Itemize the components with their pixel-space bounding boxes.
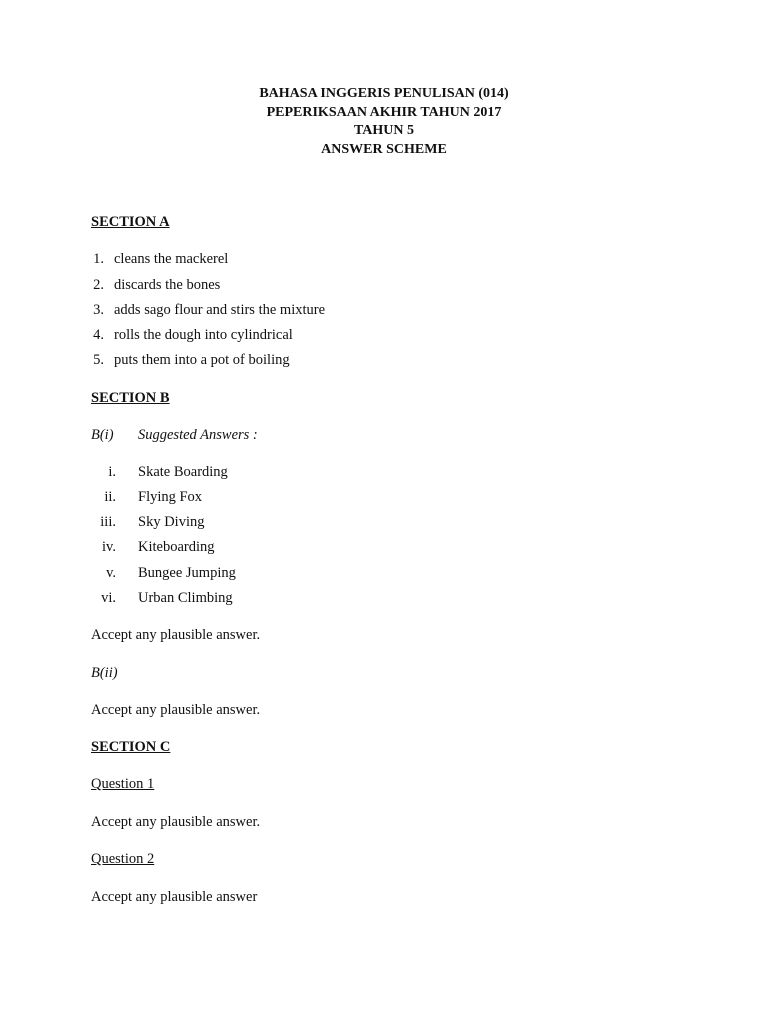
list-item-text: Flying Fox <box>138 489 203 505</box>
document-header <box>0 85 768 159</box>
question-1-label: Question 1 <box>91 776 155 792</box>
b2-note: Accept any plausible answer. <box>91 702 261 718</box>
section-b-title: SECTION B <box>91 390 170 406</box>
list-item-text: discards the bones <box>114 277 221 293</box>
list-item-number: iii. <box>100 514 116 530</box>
year-level: TAHUN 5 <box>353 123 415 138</box>
list-item-number: 2. <box>93 277 104 293</box>
b2-label: B(ii) <box>91 665 118 681</box>
list-item-number: i. <box>108 464 116 480</box>
list-item-number: ii. <box>104 489 116 505</box>
list-item-number: v. <box>106 565 116 581</box>
list-item-number: 1. <box>93 251 104 267</box>
list-item-number: 5. <box>93 352 104 368</box>
list-item-text: Skate Boarding <box>138 464 228 480</box>
list-item-number: vi. <box>101 590 116 606</box>
exam-title: PEPERIKSAAN AKHIR TAHUN 2017 <box>266 104 502 120</box>
b1-note: Accept any plausible answer. <box>91 627 261 643</box>
subject-title: BAHASA INGGERIS PENULISAN (014) <box>259 86 509 101</box>
list-item-text: puts them into a pot of boiling <box>114 352 290 368</box>
list-item-number: iv. <box>102 539 116 555</box>
list-item-text: Bungee Jumping <box>138 565 236 581</box>
question-2-note: Accept any plausible answer <box>91 889 258 905</box>
list-item-text: Sky Diving <box>138 514 205 530</box>
section-a-title: SECTION A <box>91 214 170 230</box>
list-item-number: 4. <box>93 327 104 343</box>
list-item-text: cleans the mackerel <box>114 251 229 267</box>
b1-heading: Suggested Answers : <box>138 427 258 443</box>
answer-scheme-title: ANSWER SCHEME <box>321 141 447 157</box>
list-item-text: adds sago flour and stirs the mixture <box>114 302 326 318</box>
list-item-text: Kiteboarding <box>138 539 215 555</box>
list-item-number: 3. <box>93 302 104 318</box>
list-item-text: Urban Climbing <box>138 590 233 606</box>
b1-label: B(i) <box>91 427 114 443</box>
question-2-label: Question 2 <box>91 851 155 867</box>
section-c-title: SECTION C <box>91 739 171 755</box>
question-1-note: Accept any plausible answer. <box>91 814 261 830</box>
list-item-text: rolls the dough into cylindrical <box>114 327 293 343</box>
